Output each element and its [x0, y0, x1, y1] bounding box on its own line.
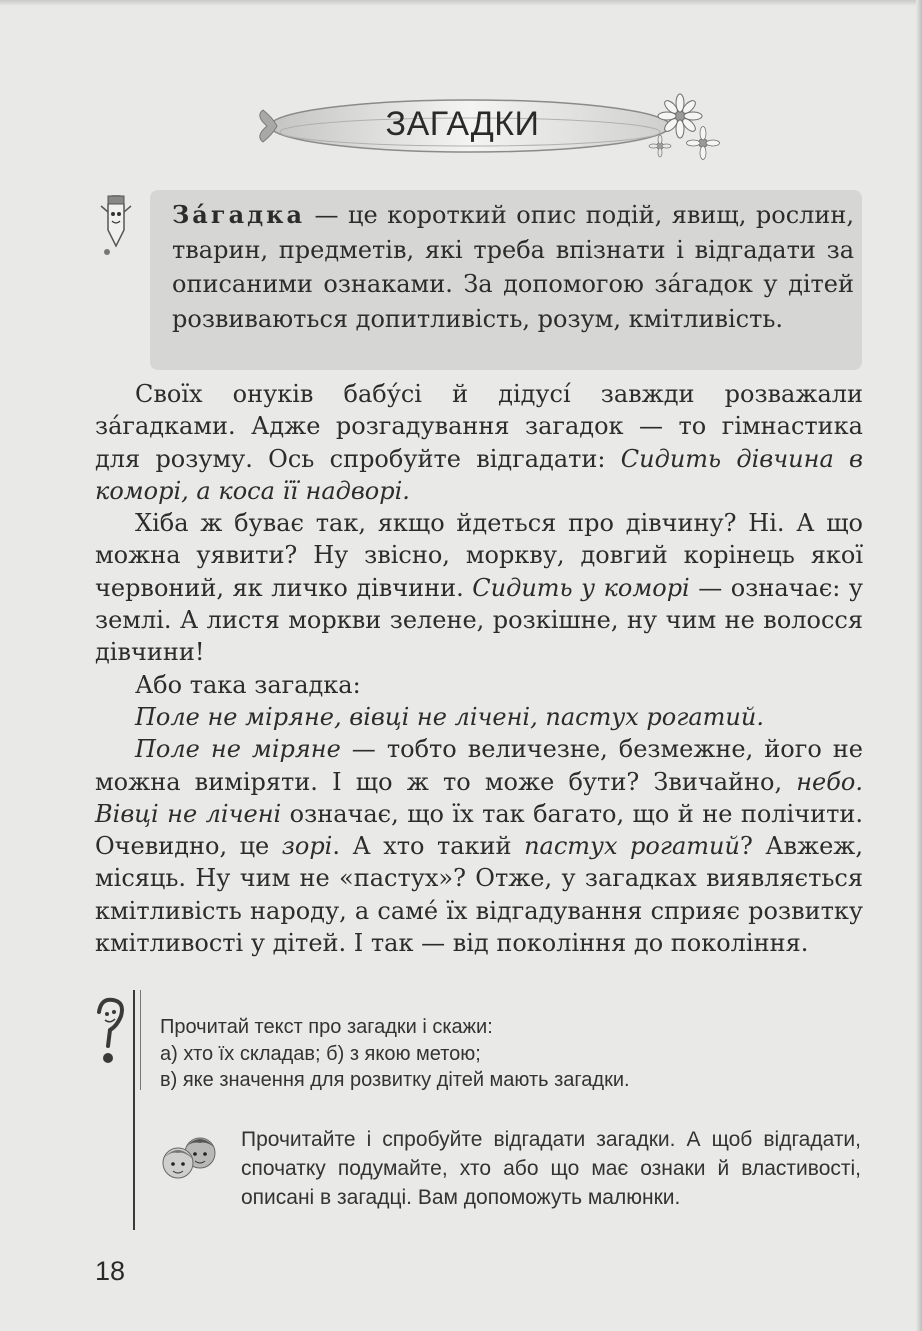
page-edge-right: [916, 0, 922, 1331]
task-divider: [133, 990, 135, 1230]
riddle-2: Поле не міряне, вівці не лічені, пастух рогатий.: [135, 702, 764, 731]
task-line-2: а) хто їх складав; б) з якою метою;: [160, 1042, 481, 1065]
paragraph-5-em-1: Поле не міряне: [135, 735, 341, 764]
children-faces-icon: [158, 1133, 220, 1187]
definition-text: [172, 198, 854, 336]
task-questions: [160, 1014, 860, 1094]
definition-body: — це короткий опис подій, явищ, рослин, тварин, предметів, які треба впізнати і відгадати за описаними ознаками. За допомогою за́гадок у дітей розвиваються допитливість, розум, кмітливість.: [172, 201, 854, 333]
paragraph-4: [95, 701, 863, 733]
paragraph-2-rest: — означає: у землі. А листя моркви зелене, розкішне, ну чим не волосся дівчини!: [95, 573, 863, 667]
paragraph-5-em-4: пастух рогатий: [524, 832, 740, 861]
paragraph-5-text-1: — тобто величезне, безмежне, його не можна виміряти. І що ж то може бути? Звичайно,: [95, 735, 863, 796]
page-edge-top: [0, 0, 922, 6]
paragraph-5-text-4: ? Авжеж, місяць. Ну чим не «пастух»? Отже, у загадках виявляється кмітливість народу, а саме́ їх відгадування сприяє розвитку кмітливості у дітей. І так — від покоління до покоління.: [95, 832, 863, 958]
paragraph-5-em-3: зорі: [281, 832, 333, 861]
paragraph-3: Або така загадка:: [135, 670, 361, 699]
definition-term: За́гадка: [172, 200, 305, 229]
paragraph-1: [95, 378, 863, 507]
page-number: 18: [95, 1256, 126, 1286]
paragraph-5-text-2: означає, що їх так багато, що й не полічити. Очевидно, це: [95, 799, 863, 861]
task-line-1: Прочитай текст про загадки і скажи:: [160, 1016, 493, 1038]
task-line-3: в) яке значення для розвитку дітей мають загадки.: [160, 1069, 630, 1091]
question-mark-icon: [93, 996, 127, 1080]
paragraph-2: [95, 507, 863, 668]
riddle-1: Сидить дівчина в коморі, а коса її надворі.: [95, 444, 863, 505]
paragraph-5-em-2: небо. Вівці не лічені: [95, 767, 863, 828]
paragraph-5-text-3: . А хто такий: [332, 832, 525, 861]
paragraph-5: [95, 733, 863, 959]
title-banner: [255, 88, 725, 168]
page-title: ЗАГАДКИ: [385, 105, 540, 143]
paragraph-2-emphasis: Сидить у коморі: [472, 573, 690, 602]
group-task-text: Прочитайте і спробуйте відгадати загадки. А щоб відгадати, спочатку подумайте, хто або що має ознаки й властивості, описані в загадці. Вам допоможуть малюнки.: [241, 1128, 861, 1209]
task-divider-thin: [140, 990, 141, 1090]
main-text: [95, 378, 863, 959]
paragraph-1-text: Своїх онуків бабу́сі й дідусі́ завжди розважали за́гадками. Адже розгадування загадок — то гімнастика для розуму. Ось спробуйте відгадати:: [95, 380, 863, 473]
pencil-character-icon: [98, 190, 134, 262]
paragraph-2-text: Хіба ж буває так, якщо йдеться про дівчину? Ні. А що можна уявити? Ну звісно, моркву, довгий корінець якої червоний, як личко дівчини.: [95, 509, 863, 602]
